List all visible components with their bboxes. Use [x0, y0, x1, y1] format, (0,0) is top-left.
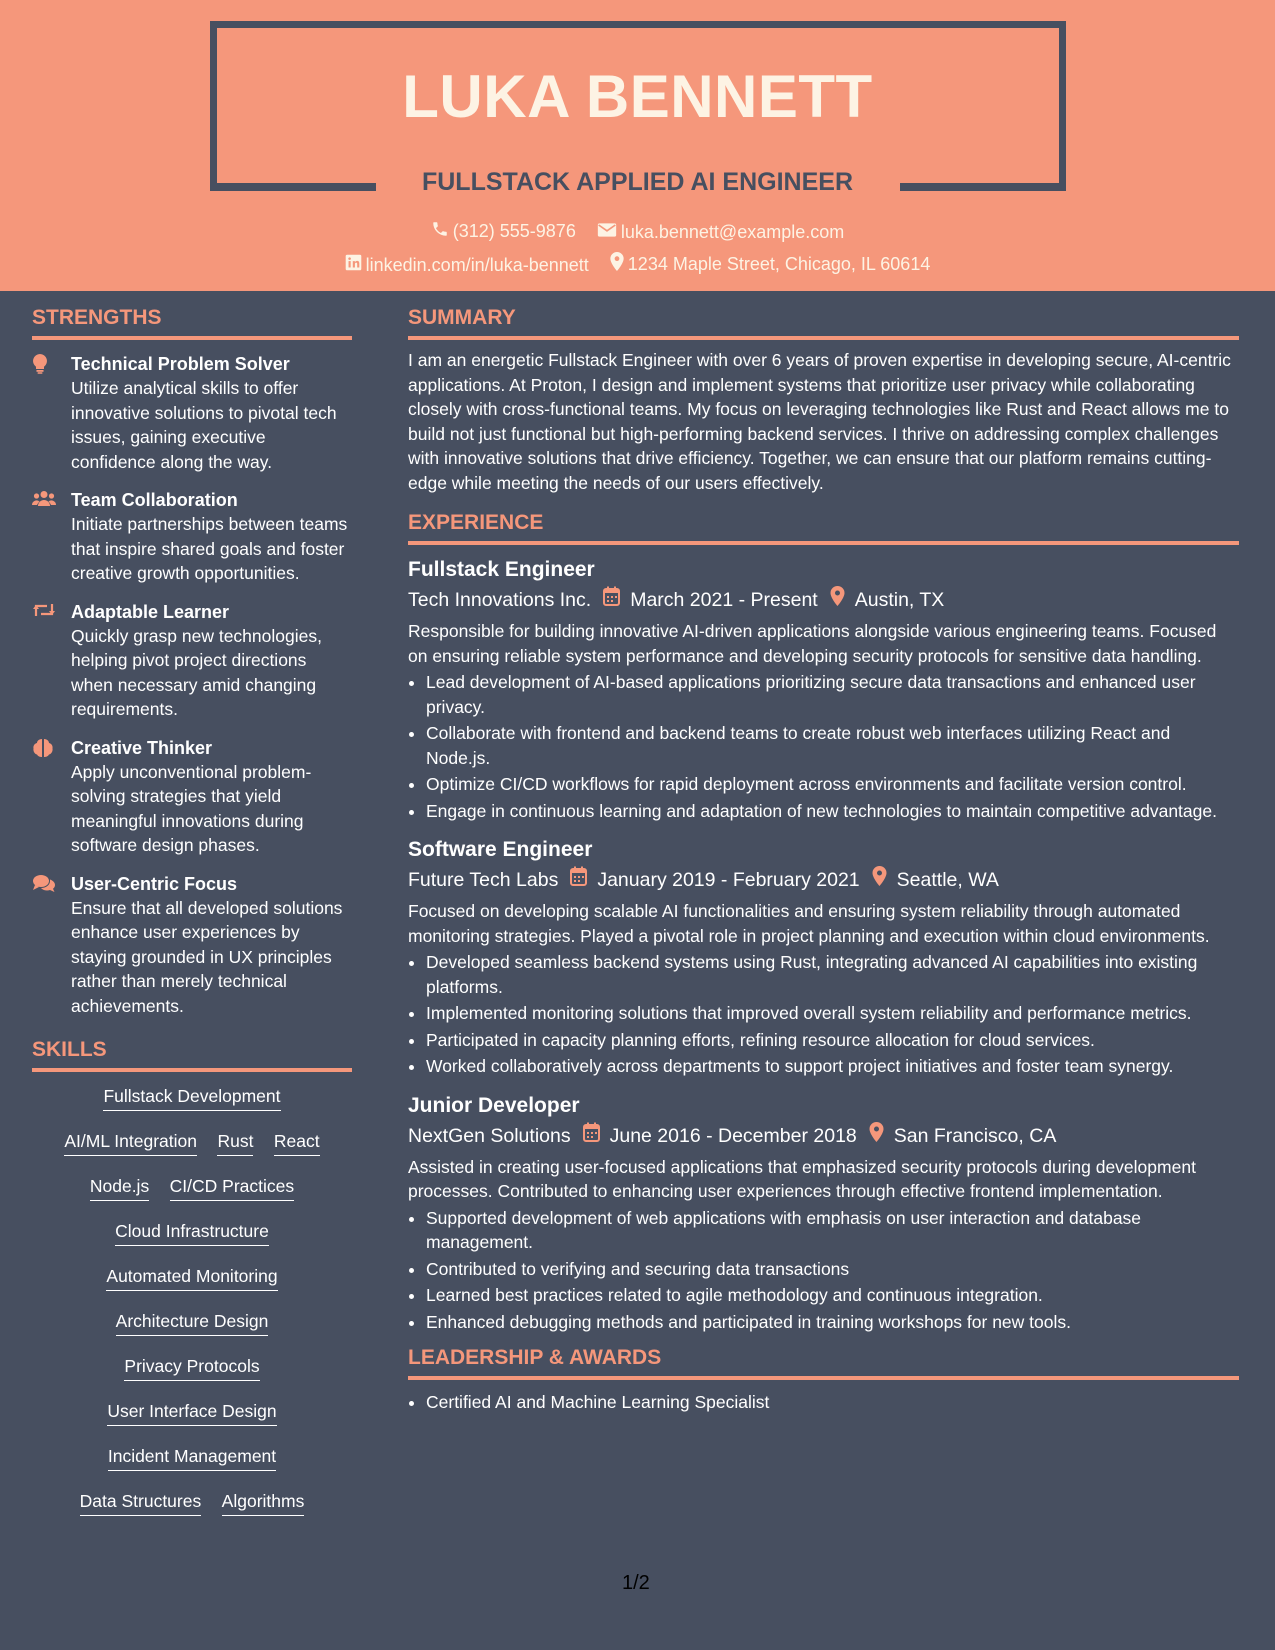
- summary-text: I am an energetic Fullstack Engineer with over 6 years of proven expertise in developing secure, AI-centric applications. At Proton, I design and implement systems that prioritize user privacy while collaborating closely with cross-functional teams. My focus on leveraging technologies like Rust and React allows me to build not just functional but high-performing backend services. I thrive on addressing complex challenges with innovative solutions that drive efficiency. Together, we can ensure that our platform remains cutting-edge while meeting the needs of our users effectively.: [408, 350, 1231, 493]
- location-text: Seattle, WA: [896, 869, 999, 891]
- strength-desc: Utilize analytical skills to offer innovative solutions to pivotal tech issues, gaining executive confidence along the way.: [71, 378, 337, 472]
- page-number: 1/2: [622, 1572, 650, 1594]
- strength-item: [32, 872, 352, 1019]
- job-bullets: [408, 950, 1239, 1079]
- strength-item: [32, 352, 352, 474]
- bullet-item: • Lead development of AI-based applications prioritizing secure data transactions and enhanced user privacy.: [426, 670, 1239, 719]
- strengths-heading: STRENGTHS: [32, 306, 352, 340]
- strength-title: Adaptable Learner: [71, 601, 230, 622]
- calendar-icon: [570, 865, 597, 895]
- dates-text: June 2016 - December 2018: [609, 1124, 857, 1147]
- skill-tag: Node.js: [90, 1176, 149, 1201]
- map-marker-icon: [869, 1121, 894, 1151]
- bullet-item: • Enhanced debugging methods and participated in training workshops for new tools.: [426, 1310, 1239, 1335]
- job-dates: [603, 585, 818, 615]
- dates-text: January 2019 - February 2021: [597, 869, 860, 891]
- job-bullets: [408, 1206, 1239, 1335]
- skill-row: [32, 1221, 352, 1266]
- bullet-item: • Developed seamless backend systems using Rust, integrating advanced AI capabilities into existing platforms.: [426, 950, 1239, 999]
- strength-item: [32, 600, 352, 722]
- skill-row: [32, 1266, 352, 1311]
- strength-item: [32, 736, 352, 858]
- job-entry: [408, 835, 1239, 1079]
- skill-row: [32, 1311, 352, 1356]
- skills-list: [32, 1084, 352, 1536]
- bullet-item: • Supported development of web applications with emphasis on user interaction and database management.: [426, 1206, 1239, 1255]
- bullet-item: • Participated in capacity planning efforts, refining resource allocation for cloud services.: [426, 1028, 1239, 1053]
- envelope-icon: [597, 222, 621, 243]
- skill-tag: Privacy Protocols: [124, 1356, 259, 1381]
- bullet-item: • Implemented monitoring solutions that improved overall system reliability and performance metrics.: [426, 1001, 1239, 1026]
- phone-text: (312) 555-9876: [452, 221, 576, 241]
- strength-title: User-Centric Focus: [71, 873, 238, 894]
- job-title-headline: FULLSTACK APPLIED AI ENGINEER: [421, 168, 854, 196]
- strength-item: [32, 488, 352, 586]
- brain-icon: [32, 736, 71, 858]
- job-description: Responsible for building innovative AI-driven applications alongside various engineering teams. Focused on ensuring reliable system performance and developing security protocols for sensitive data handling.: [408, 621, 1217, 666]
- skill-tag: User Interface Design: [107, 1401, 276, 1426]
- job-location: [869, 1121, 1057, 1151]
- skill-row: [32, 1401, 352, 1446]
- phone-icon: [431, 220, 453, 243]
- phone-contact: [431, 220, 576, 243]
- email-contact[interactable]: [597, 222, 844, 243]
- candidate-name: LUKA BENNETT: [402, 63, 873, 130]
- skills-heading: SKILLS: [32, 1038, 352, 1072]
- linkedin-icon: [345, 254, 366, 276]
- leadership-list: [408, 1390, 1239, 1415]
- strength-title: Technical Problem Solver: [71, 354, 290, 374]
- linkedin-contact[interactable]: [345, 254, 589, 276]
- experience-heading: EXPERIENCE: [408, 511, 1239, 545]
- location-text: Austin, TX: [854, 589, 945, 611]
- company-name: Tech Innovations Inc.: [408, 589, 592, 611]
- linkedin-text: linkedin.com/in/luka-bennett: [365, 254, 589, 275]
- bullet-item: • Worked collaboratively across departments to support project initiatives and foster team synergy.: [426, 1054, 1239, 1079]
- job-title: Software Engineer: [408, 838, 593, 861]
- job-dates: [583, 1121, 857, 1151]
- job-location: [872, 865, 999, 895]
- job-bullets: [408, 670, 1239, 823]
- map-marker-icon: [872, 865, 897, 895]
- sidebar: [32, 306, 352, 1536]
- skill-tag: AI/ML Integration: [64, 1131, 197, 1156]
- strength-desc: Ensure that all developed solutions enhance user experiences by staying grounded in UX principles rather than merely technical achievements.: [71, 897, 343, 1016]
- skill-tag: Cloud Infrastructure: [115, 1221, 269, 1246]
- company-name: NextGen Solutions: [408, 1124, 571, 1147]
- resume-header: [0, 0, 1275, 291]
- skill-tag: React: [274, 1131, 320, 1156]
- skill-row: [32, 1086, 352, 1131]
- strength-title: Creative Thinker: [71, 737, 213, 758]
- dates-text: March 2021 - Present: [630, 589, 818, 611]
- summary-heading: SUMMARY: [408, 306, 1239, 340]
- calendar-icon: [583, 1121, 610, 1151]
- map-marker-icon: [610, 252, 628, 276]
- skill-tag: Algorithms: [222, 1491, 305, 1516]
- skill-tag: Incident Management: [108, 1446, 276, 1471]
- bullet-item: • Contributed to verifying and securing data transactions: [426, 1257, 1239, 1282]
- contact-row-1: [0, 220, 1275, 243]
- retweet-icon: [32, 600, 71, 722]
- job-entry: [408, 555, 1239, 823]
- leadership-heading: LEADERSHIP & AWARDS: [408, 1346, 1239, 1380]
- job-description: Focused on developing scalable AI functionalities and ensuring system reliability through automated monitoring strategies. Played a pivotal role in project planning and execution within cloud environments.: [408, 901, 1210, 946]
- bullet-item: • Learned best practices related to agile methodology and continuous integration.: [426, 1283, 1239, 1308]
- job-meta: [408, 585, 1239, 615]
- skill-tag: Automated Monitoring: [106, 1266, 277, 1291]
- bullet-item: • Certified AI and Machine Learning Specialist: [426, 1390, 1239, 1415]
- calendar-icon: [603, 585, 630, 615]
- main-column: [408, 306, 1239, 1417]
- skill-row: [32, 1356, 352, 1401]
- job-location: [830, 585, 945, 615]
- job-meta: [408, 1121, 1239, 1151]
- job-title: Junior Developer: [408, 1093, 580, 1117]
- email-text: luka.bennett@example.com: [620, 222, 845, 242]
- skill-tag: Architecture Design: [116, 1311, 269, 1336]
- skill-tag: Data Structures: [80, 1491, 202, 1516]
- job-meta: [408, 865, 1239, 895]
- map-marker-icon: [830, 585, 855, 615]
- job-description: Assisted in creating user-focused applications that emphasized security protocols during development processes. Contributed to enhancing user experiences through effective frontend implementation.: [408, 1156, 1196, 1201]
- strength-title: Team Collaboration: [71, 490, 238, 510]
- job-entry: [408, 1091, 1239, 1335]
- skill-row: [32, 1491, 352, 1536]
- skill-tag: Fullstack Development: [103, 1086, 280, 1111]
- job-dates: [570, 865, 859, 895]
- comments-icon: [32, 872, 71, 1019]
- bullet-item: • Collaborate with frontend and backend teams to create robust web interfaces utilizing React and Node.js.: [426, 721, 1239, 770]
- strength-desc: Initiate partnerships between teams that inspire shared goals and foster creative growth opportunities.: [71, 514, 348, 583]
- skill-row: [32, 1176, 352, 1221]
- bullet-item: • Optimize CI/CD workflows for rapid deployment across environments and facilitate version control.: [426, 772, 1239, 797]
- job-title: Fullstack Engineer: [408, 558, 595, 581]
- strength-desc: Quickly grasp new technologies, helping pivot project directions when necessary amid changing requirements.: [71, 625, 322, 719]
- skill-row: [32, 1446, 352, 1491]
- contact-row-2: [0, 252, 1275, 276]
- skill-row: [32, 1131, 352, 1176]
- address-contact: [610, 252, 931, 276]
- skill-tag: CI/CD Practices: [170, 1176, 294, 1201]
- bullet-item: • Engage in continuous learning and adaptation of new technologies to maintain competitive advantage.: [426, 799, 1239, 824]
- location-text: San Francisco, CA: [893, 1124, 1057, 1147]
- company-name: Future Tech Labs: [408, 869, 559, 891]
- address-text: 1234 Maple Street, Chicago, IL 60614: [627, 253, 931, 274]
- lightbulb-icon: [32, 352, 71, 474]
- strength-desc: Apply unconventional problem-solving strategies that yield meaningful innovations during software design phases.: [71, 761, 312, 855]
- users-icon: [32, 488, 71, 586]
- skill-tag: Rust: [217, 1131, 253, 1156]
